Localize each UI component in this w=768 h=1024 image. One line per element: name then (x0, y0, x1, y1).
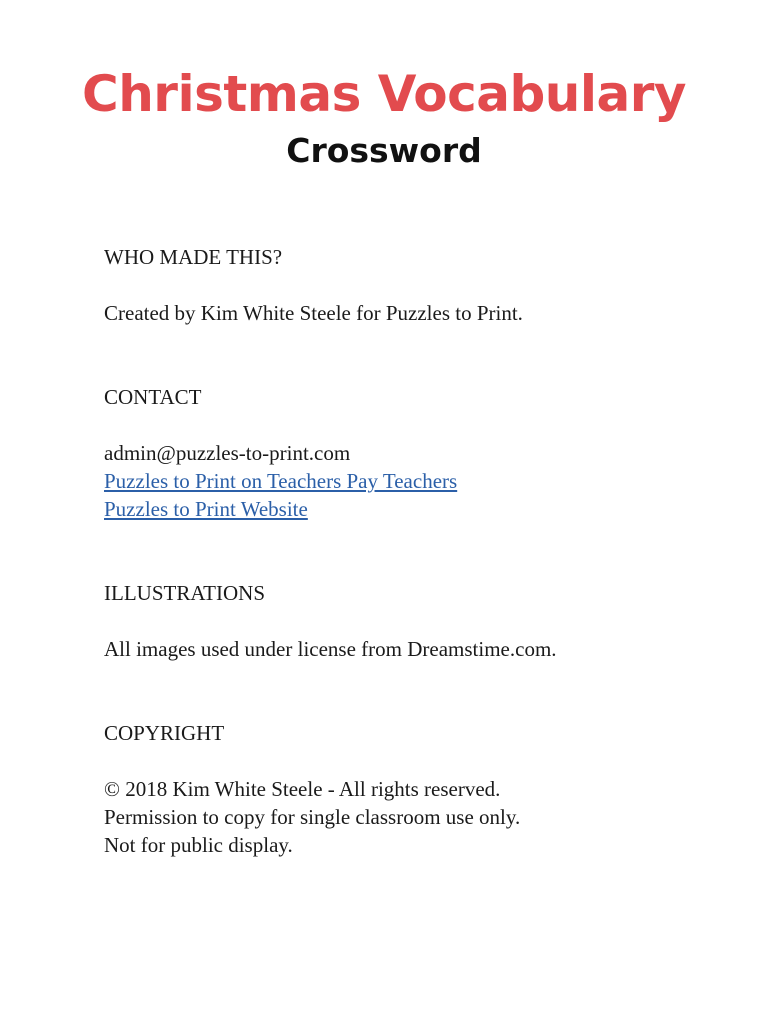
section-contact (104, 383, 724, 523)
section-copyright (104, 719, 724, 859)
who-body: Created by Kim White Steele for Puzzles to Print. (104, 301, 523, 325)
contact-heading: CONTACT (104, 385, 202, 409)
credits-content (104, 243, 724, 859)
illustrations-heading: ILLUSTRATIONS (104, 581, 265, 605)
page-title: Christmas Vocabulary (82, 65, 686, 123)
page-subtitle: Crossword (286, 131, 482, 170)
illustrations-body: All images used under license from Dreamstime.com. (104, 637, 557, 661)
copyright-heading: COPYRIGHT (104, 721, 225, 745)
copyright-line-1: © 2018 Kim White Steele - All rights reserved. (104, 777, 501, 801)
website-link[interactable]: Puzzles to Print Website (104, 497, 308, 521)
copyright-line-2: Permission to copy for single classroom use only. (104, 805, 521, 829)
contact-email: admin@puzzles-to-print.com (104, 441, 351, 465)
who-heading: WHO MADE THIS? (104, 245, 283, 269)
tpt-link[interactable]: Puzzles to Print on Teachers Pay Teachers (104, 469, 458, 493)
copyright-line-3: Not for public display. (104, 833, 293, 857)
section-illustrations (104, 579, 724, 663)
section-who (104, 243, 724, 327)
